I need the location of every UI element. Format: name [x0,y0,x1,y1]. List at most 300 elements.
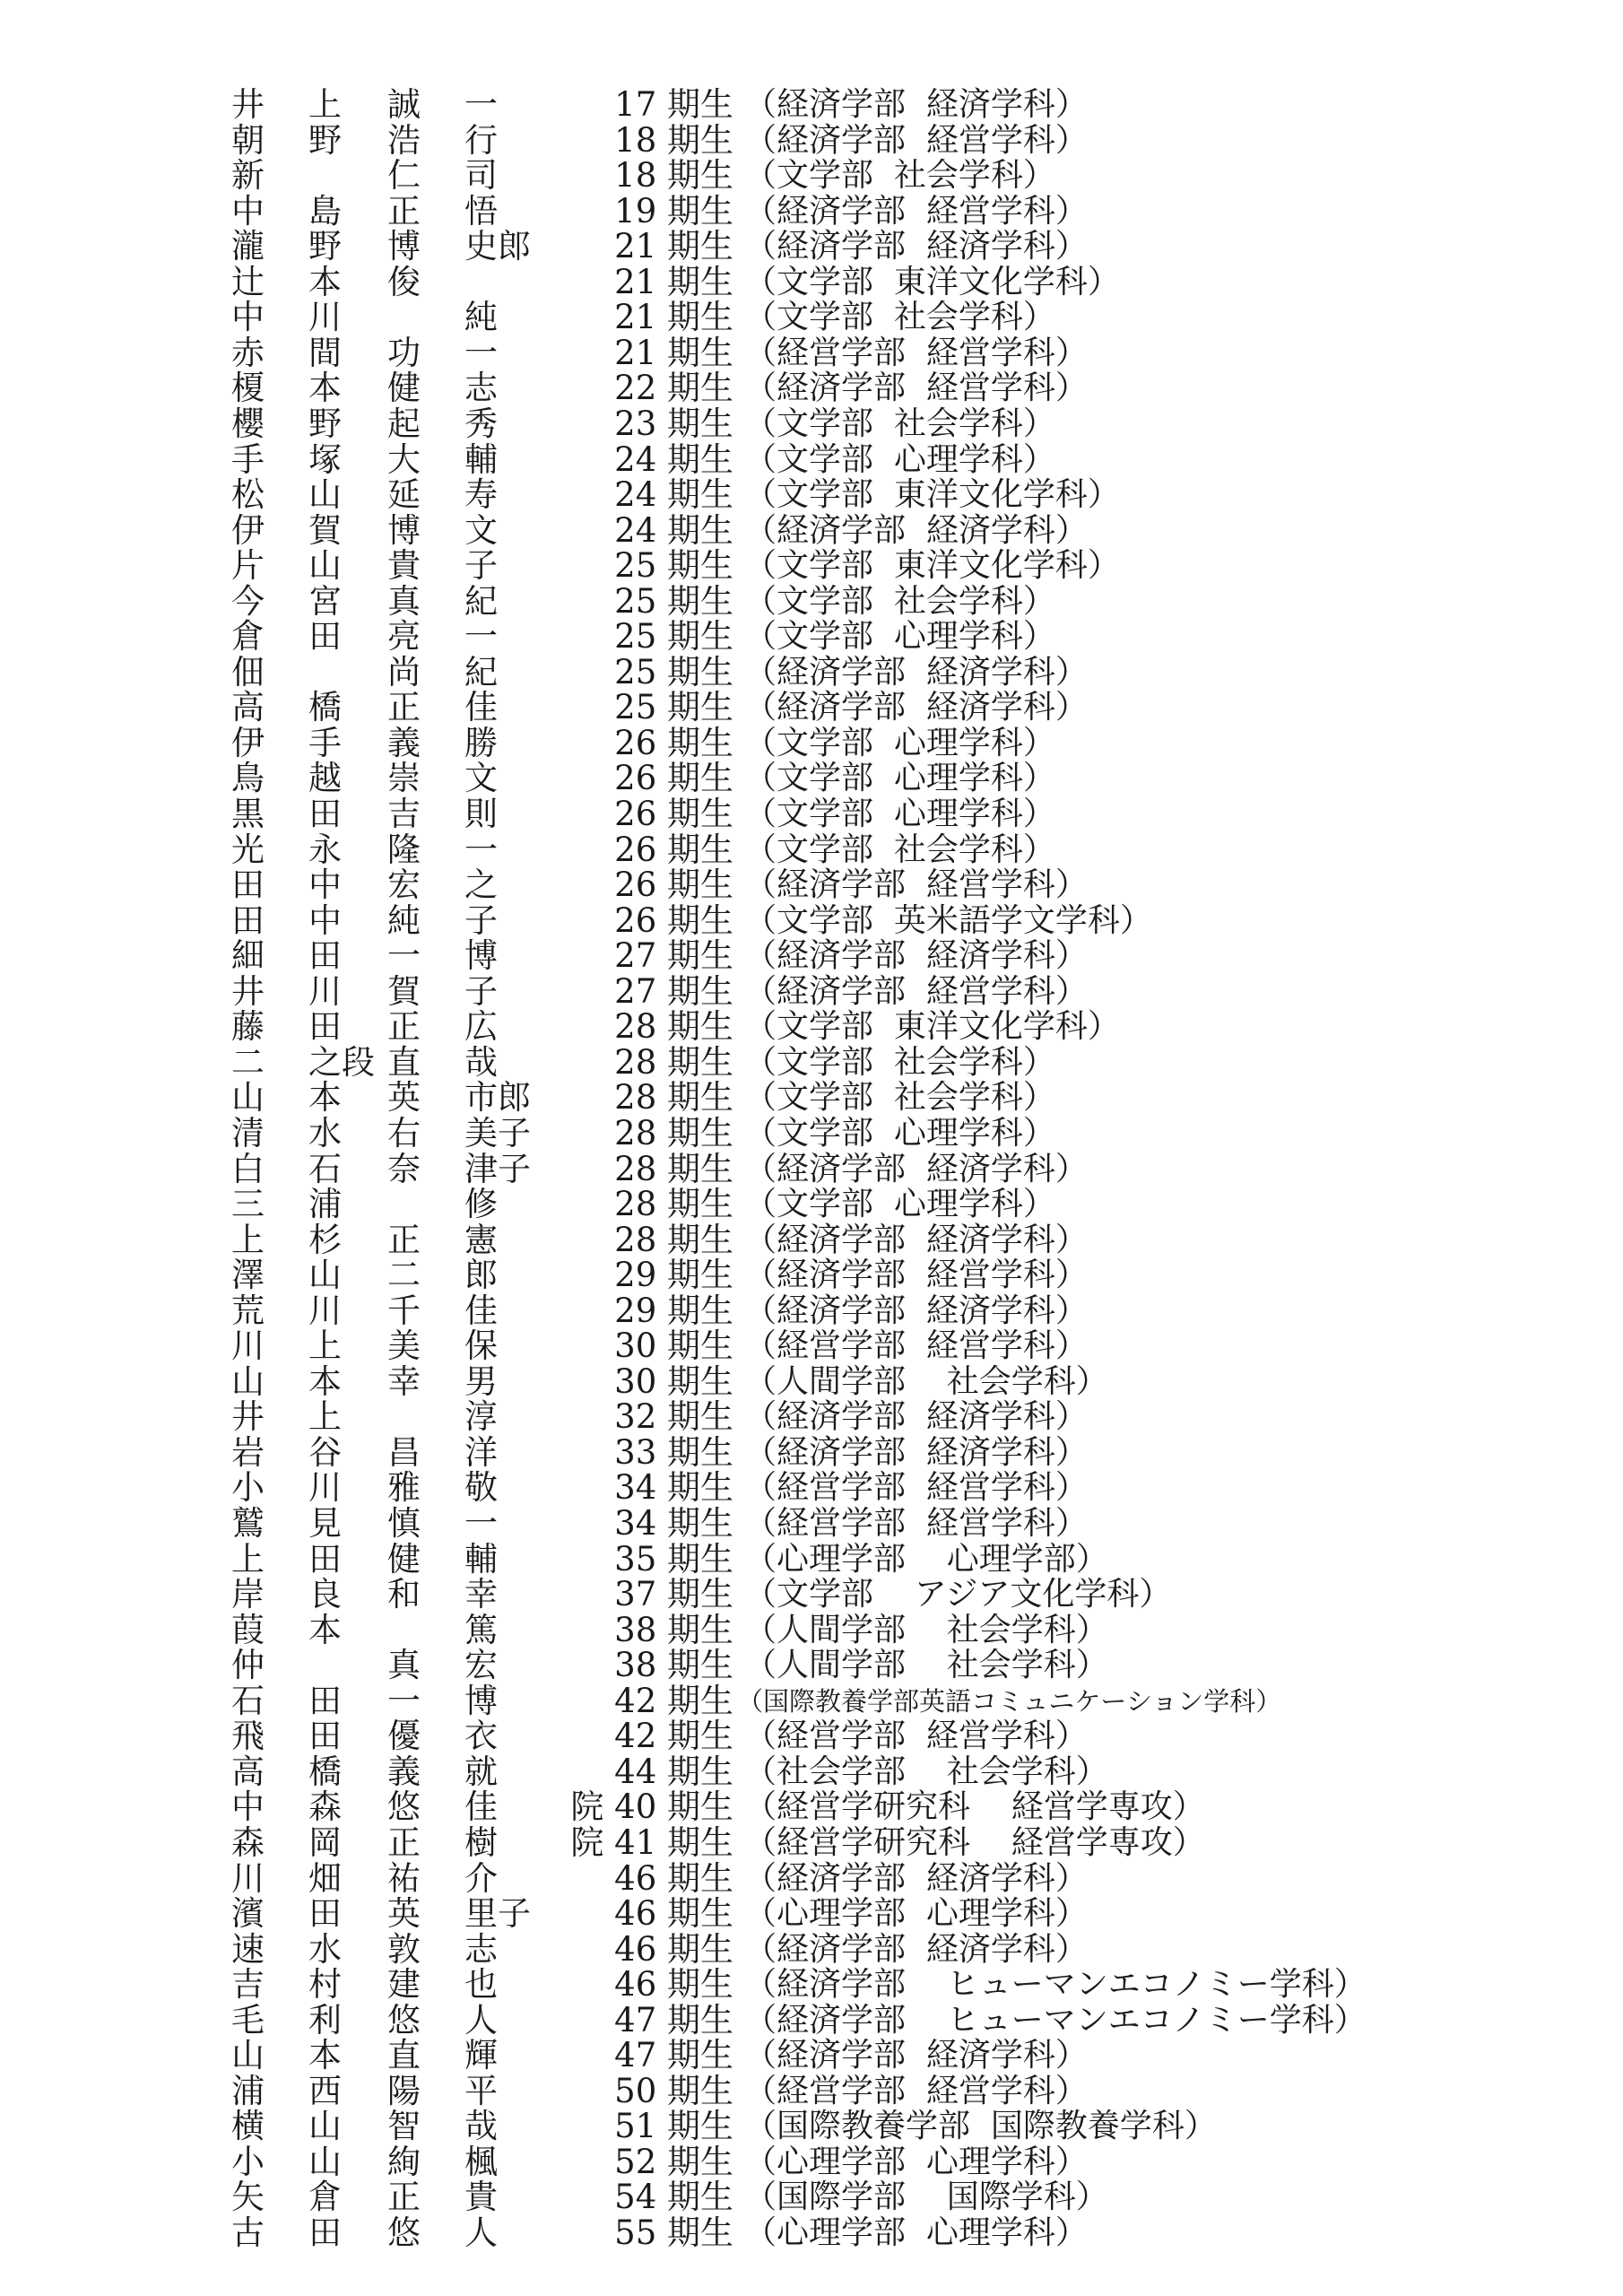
given-name-char-1: 誠 [387,85,421,124]
surname-char-2: 上 [308,1326,342,1366]
given-name-char-2: 男 [464,1361,498,1401]
given-name-char-2: 就 [464,1752,498,1791]
given-name-char-1: 真 [387,1646,421,1685]
roster-row [0,1965,1623,2005]
roster-row [0,2000,1623,2039]
graduating-class: 29 期生 [614,1256,733,1295]
given-name-char-2: 郎 [464,1256,498,1295]
given-name-char-1: 二 [387,1256,421,1295]
surname-char-1: 中 [231,298,265,337]
surname-char-2: 田 [308,1007,342,1047]
surname-char-1: 井 [231,85,265,124]
given-name-char-2: 輝 [464,2036,498,2075]
surname-char-2: 見 [308,1504,342,1543]
surname-char-1: 今 [231,581,265,621]
surname-char-2: 森 [308,1787,342,1827]
graduating-class: 42 期生 [614,1717,733,1756]
faculty-department: （文学部 東洋文化学科） [744,263,1120,300]
graduating-class: 46 期生 [614,1858,733,1898]
faculty-department: （経済学部 経済学科） [744,1859,1088,1897]
surname-char-2: 中 [308,865,342,905]
surname-char-2: 岡 [308,1822,342,1862]
surname-char-1: 黒 [231,795,265,833]
graduating-class: 22 期生 [614,369,733,408]
faculty-department: （文学部 アジア文化学科） [744,1576,1172,1613]
surname-char-1: 瀧 [231,227,265,266]
surname-char-2: 川 [308,971,342,1011]
faculty-department: （経済学部 経済学科） [744,86,1088,123]
surname-char-1: 濱 [231,1894,265,1934]
surname-char-1: 澤 [231,1256,265,1295]
surname-char-1: 森 [231,1822,265,1862]
given-name-char-1: 義 [387,1752,421,1791]
faculty-department: （経済学部 経営学科） [744,972,1088,1010]
surname-char-1: 手 [231,439,265,479]
faculty-department: （経済学部 経済学科） [744,2037,1088,2074]
surname-char-2: 野 [308,404,342,443]
surname-char-2: 上 [308,1397,342,1437]
surname-char-1: 吉 [231,1965,265,2005]
roster-row [0,688,1623,727]
surname-char-1: 細 [231,936,265,976]
surname-char-2: 塚 [308,439,342,479]
faculty-department: （人間学部 社会学科） [744,1647,1108,1684]
surname-char-2: 本 [308,1610,342,1649]
faculty-department: （文学部 社会学科） [744,1043,1055,1081]
graduating-class: 50 期生 [614,2071,733,2110]
faculty-department: （文学部 社会学科） [744,831,1055,868]
given-name-char-2: 也 [464,1965,498,2005]
graduating-class: 25 期生 [614,617,733,657]
surname-char-2: 手 [308,723,342,762]
graduating-class: 52 期生 [614,2142,733,2181]
faculty-department: （経済学部 経済学科） [744,228,1088,265]
given-name-char-1: 陽 [387,2071,421,2110]
roster-row [0,865,1623,905]
graduating-class: 30 期生 [614,1326,733,1366]
faculty-department: （心理学部 心理学部） [744,1540,1108,1578]
graduating-class: 33 期生 [614,1432,733,1472]
graduating-class: 24 期生 [614,475,733,515]
given-name-char-1: 優 [387,1717,421,1756]
faculty-department: （人間学部 社会学科） [744,1362,1108,1400]
graduating-class: 30 期生 [614,1361,733,1401]
given-name-char-2: 広 [464,1007,498,1047]
faculty-department: （文学部 社会学科） [744,1079,1055,1117]
roster-row [0,723,1623,762]
graduating-class: 28 期生 [614,1220,733,1259]
surname-char-2: 田 [308,936,342,976]
surname-char-2: 利 [308,2000,342,2039]
given-name-char-2: 一 [464,85,498,124]
given-name-char-2: 樹 [464,1822,498,1862]
surname-char-1: 岸 [231,1575,265,1614]
faculty-department: （経済学部 経済学科） [744,689,1088,726]
given-name-char-1: 雅 [387,1468,421,1508]
given-name-char-2: 純 [464,298,498,337]
surname-char-1: 清 [231,1113,265,1152]
surname-char-2: 村 [308,1965,342,2005]
surname-char-2: 田 [308,1539,342,1578]
roster-row [0,2178,1623,2217]
roster-row [0,262,1623,301]
faculty-department: （心理学部 心理学科） [744,2214,1088,2251]
faculty-department: （文学部 心理学科） [744,1186,1055,1223]
surname-char-1: 荒 [231,1291,265,1330]
given-name-char-2: 介 [464,1858,498,1898]
surname-char-2: 田 [308,795,342,833]
roster-row [0,1648,1623,1683]
graduating-class: 47 期生 [614,2036,733,2075]
surname-char-2: 越 [308,759,342,798]
surname-char-1: 小 [231,2142,265,2181]
given-name-char-1: 大 [387,439,421,479]
given-name-char-1: 絢 [387,2142,421,2181]
graduating-class: 28 期生 [614,1113,733,1152]
faculty-department: （経済学部 経営学科） [744,121,1088,159]
surname-char-1: 井 [231,1397,265,1437]
graduating-class: 34 期生 [614,1468,733,1508]
surname-char-1: 佃 [231,652,265,691]
given-name-char-1: 貴 [387,546,421,586]
graduating-class: 18 期生 [614,120,733,160]
given-name-char-1: 直 [387,1042,421,1082]
surname-char-2: 田 [308,1681,342,1720]
given-name-char-1: 正 [387,1220,421,1259]
roster-row [0,1361,1623,1401]
graduating-class: 25 期生 [614,546,733,586]
faculty-department: （経営学部 経営学科） [744,1327,1088,1365]
given-name-char-2: 史郎 [464,227,531,266]
roster-row [0,1539,1623,1578]
surname-char-1: 朝 [231,120,265,160]
faculty-department: （経済学部 ヒューマンエコノミー学科） [744,2001,1367,2039]
surname-char-2: 野 [308,120,342,160]
given-name-char-1: 隆 [387,830,421,869]
given-name-char-1: 浩 [387,120,421,160]
faculty-department: （経済学部 経済学科） [744,1398,1088,1436]
roster-row [0,1468,1623,1508]
given-name-char-2: 洋 [464,1432,498,1472]
given-name-char-1: 宏 [387,865,421,905]
surname-char-1: 石 [231,1681,265,1720]
surname-char-1: 二 [231,1042,265,1082]
given-name-char-1: 仁 [387,156,421,196]
roster-row [0,1220,1623,1259]
graduating-class: 28 期生 [614,1042,733,1082]
given-name-char-1: 正 [387,1007,421,1047]
graduating-class: 28 期生 [614,1078,733,1118]
graduating-class: 17 期生 [614,85,733,124]
surname-char-2: 宮 [308,581,342,621]
faculty-department: （経営学部 経営学科） [744,334,1088,371]
roster-row [0,2109,1623,2144]
surname-char-1: 櫻 [231,404,265,443]
surname-char-2: 本 [308,1078,342,1118]
faculty-department: （文学部 社会学科） [744,157,1055,195]
roster-row [0,797,1623,831]
given-name-char-1: 英 [387,1078,421,1118]
given-name-char-1: 功 [387,333,421,372]
surname-char-1: 葭 [231,1610,265,1649]
faculty-department: （経済学部 経営学科） [744,1257,1088,1294]
roster-row [0,830,1623,869]
graduating-class: 21 期生 [614,298,733,337]
surname-char-2: 西 [308,2071,342,2110]
roster-row [0,971,1623,1011]
surname-char-1: 山 [231,2036,265,2075]
surname-char-1: 上 [231,1220,265,1259]
surname-char-1: 山 [231,1361,265,1401]
surname-char-2: 川 [308,298,342,337]
given-name-char-1: 敦 [387,1929,421,1969]
given-name-char-1: 正 [387,1822,421,1862]
faculty-department: （文学部 心理学科） [744,724,1055,761]
roster-row [0,1858,1623,1898]
given-name-char-2: 敬 [464,1468,498,1508]
surname-char-2: 本 [308,2036,342,2075]
given-name-char-1: 慎 [387,1504,421,1543]
surname-char-1: 辻 [231,262,265,301]
surname-char-1: 三 [231,1185,265,1224]
given-name-char-1: 悠 [387,2213,421,2252]
surname-char-1: 伊 [231,723,265,762]
surname-char-1: 井 [231,971,265,1011]
given-name-char-2: 津子 [464,1149,531,1188]
graduating-class: 26 期生 [614,795,733,833]
surname-char-1: 山 [231,1078,265,1118]
surname-char-1: 仲 [231,1646,265,1685]
faculty-department: （文学部 社会学科） [744,404,1055,442]
surname-char-2: 水 [308,1929,342,1969]
given-name-char-2: 佳 [464,1291,498,1330]
graduating-class: 23 期生 [614,404,733,443]
given-name-char-1: 英 [387,1894,421,1934]
roster-row [0,1575,1623,1614]
surname-char-2: 田 [308,2213,342,2252]
roster-row [0,2071,1623,2110]
faculty-department: （文学部 社会学科） [744,299,1055,336]
given-name-char-1: 直 [387,2036,421,2075]
graduating-class: 26 期生 [614,865,733,905]
given-name-char-1: 真 [387,581,421,621]
graduating-class: 21 期生 [614,227,733,266]
roster-row [0,1291,1623,1330]
graduating-class: 54 期生 [614,2178,733,2217]
roster-row [0,1610,1623,1649]
faculty-department: （経済学部 経営学科） [744,866,1088,904]
surname-char-2: 田 [308,1894,342,1934]
graduating-class: 42 期生 [614,1681,733,1720]
roster-row [0,1752,1623,1791]
surname-char-2: 本 [308,369,342,408]
given-name-char-1: 右 [387,1113,421,1152]
surname-char-2: 島 [308,191,342,230]
given-name-char-2: 修 [464,1185,498,1224]
surname-char-2: 山 [308,2142,342,2181]
faculty-department: （経営学部 経営学科） [744,2072,1088,2109]
given-name-char-2: 佳 [464,1787,498,1827]
given-name-char-2: 佳 [464,688,498,727]
faculty-department: （文学部 心理学科） [744,760,1055,797]
roster-row [0,1787,1623,1827]
given-name-char-2: 寿 [464,475,498,515]
surname-char-2: 永 [308,830,342,869]
faculty-department: （経済学部 経営学科） [744,192,1088,230]
surname-char-2: 山 [308,2107,342,2146]
given-name-char-1: 奈 [387,1149,421,1188]
surname-char-2: 谷 [308,1432,342,1472]
graduating-class: 55 期生 [614,2213,733,2252]
given-name-char-1: 俊 [387,262,421,301]
surname-char-1: 小 [231,1468,265,1508]
roster-row [0,1256,1623,1295]
faculty-department: （文学部 心理学科） [744,618,1055,656]
surname-char-2: 間 [308,333,342,372]
surname-char-1: 古 [231,2213,265,2252]
faculty-department: （文学部 東洋文化学科） [744,1008,1120,1046]
roster-row [0,1894,1623,1934]
surname-char-2: 良 [308,1575,342,1614]
faculty-department: （文学部 東洋文化学科） [744,547,1120,585]
faculty-department: （文学部 社会学科） [744,582,1055,620]
given-name-char-2: 淳 [464,1397,498,1437]
roster-row [0,936,1623,976]
surname-char-1: 伊 [231,510,265,550]
graduating-class: 44 期生 [614,1752,733,1791]
surname-char-1: 藤 [231,1007,265,1047]
roster-row [0,2213,1623,2252]
given-name-char-2: 楓 [464,2142,498,2181]
faculty-department: （経済学部 経済学科） [744,1433,1088,1471]
given-name-char-2: 博 [464,936,498,976]
roster-row [0,1432,1623,1472]
faculty-department: （経済学部 経済学科） [744,1221,1088,1258]
faculty-department: （経営学部 経営学科） [744,1469,1088,1507]
given-name-char-1: 正 [387,688,421,727]
roster-row [0,439,1623,479]
given-name-char-1: 一 [387,936,421,976]
given-name-char-1: 建 [387,1965,421,2005]
given-name-char-1: 悠 [387,2000,421,2039]
given-name-char-2: 司 [464,156,498,196]
given-name-char-2: 則 [464,795,498,833]
faculty-department: （経営学研究科 経営学専攻） [744,1823,1205,1861]
faculty-department: （経済学部 経済学科） [744,1150,1088,1187]
graduating-class: 27 期生 [614,971,733,1011]
given-name-char-2: 秀 [464,404,498,443]
given-name-char-2: 紀 [464,652,498,691]
given-name-char-2: 人 [464,2213,498,2252]
given-name-char-1: 一 [387,1681,421,1720]
roster-row [0,1149,1623,1188]
given-name-char-1: 和 [387,1575,421,1614]
given-name-char-2: 悟 [464,191,498,230]
graduating-class: 46 期生 [614,1894,733,1934]
faculty-department: （経済学部 経済学科） [744,937,1088,975]
surname-char-1: 浦 [231,2071,265,2110]
given-name-char-1: 起 [387,404,421,443]
given-name-char-1: 智 [387,2107,421,2146]
given-name-char-2: 輔 [464,1539,498,1578]
given-name-char-2: 一 [464,830,498,869]
roster-row [0,300,1623,335]
faculty-department: （経済学部 経済学科） [744,511,1088,549]
given-name-char-2: 博 [464,1681,498,1720]
surname-char-2: 川 [308,1291,342,1330]
given-name-char-2: 篤 [464,1610,498,1649]
roster-row [0,1929,1623,1969]
given-name-char-1: 健 [387,1539,421,1578]
given-name-char-2: 子 [464,900,498,940]
given-name-char-1: 尚 [387,652,421,691]
graduating-class: 35 期生 [614,1539,733,1578]
roster-row [0,156,1623,196]
given-name-char-1: 博 [387,510,421,550]
roster-row [0,120,1623,160]
given-name-char-2: 紀 [464,581,498,621]
given-name-char-1: 美 [387,1326,421,1366]
graduating-class: 18 期生 [614,156,733,196]
surname-char-2: 杉 [308,1220,342,1259]
given-name-char-2: 哉 [464,1042,498,1082]
given-name-char-2: 平 [464,2071,498,2110]
surname-char-2: 本 [308,262,342,301]
surname-char-1: 松 [231,475,265,515]
roster-row [0,191,1623,230]
given-name-char-2: 憲 [464,1220,498,1259]
graduating-class: 46 期生 [614,1929,733,1969]
roster-row [0,581,1623,621]
faculty-department: （文学部 心理学科） [744,440,1055,478]
roster-row [0,1717,1623,1756]
roster-row [0,1397,1623,1437]
graduating-class: 27 期生 [614,936,733,976]
graduating-class: 24 期生 [614,510,733,550]
roster-row [0,1326,1623,1366]
surname-char-1: 榎 [231,369,265,408]
surname-char-1: 速 [231,1929,265,1969]
surname-char-1: 飛 [231,1717,265,1756]
faculty-department: （経済学部 ヒューマンエコノミー学科） [744,1966,1367,2004]
roster-row [0,2036,1623,2075]
surname-char-1: 川 [231,1858,265,1898]
faculty-department: （心理学部 心理学科） [744,2143,1088,2180]
roster-row [0,333,1623,372]
given-name-char-1: 正 [387,191,421,230]
graduating-class: 38 期生 [614,1610,733,1649]
surname-char-2: 畑 [308,1858,342,1898]
graduating-class: 51 期生 [614,2107,733,2146]
faculty-department: （心理学部 心理学科） [744,1895,1088,1933]
roster-row [0,475,1623,515]
given-name-char-1: 崇 [387,759,421,798]
given-name-char-2: 美子 [464,1113,531,1152]
given-name-char-1: 吉 [387,795,421,833]
given-name-char-2: 輔 [464,439,498,479]
given-name-char-2: 一 [464,1504,498,1543]
given-name-char-2: 保 [464,1326,498,1366]
given-name-char-2: 之 [464,865,498,905]
surname-char-2: 山 [308,546,342,586]
surname-char-2: 石 [308,1149,342,1188]
graduating-class: 21 期生 [614,262,733,301]
faculty-department: （経済学部 経済学科） [744,1292,1088,1329]
surname-char-1: 矢 [231,2178,265,2217]
graduating-class: 29 期生 [614,1291,733,1330]
surname-char-2: 野 [308,227,342,266]
faculty-department: （文学部 心理学科） [744,1114,1055,1152]
